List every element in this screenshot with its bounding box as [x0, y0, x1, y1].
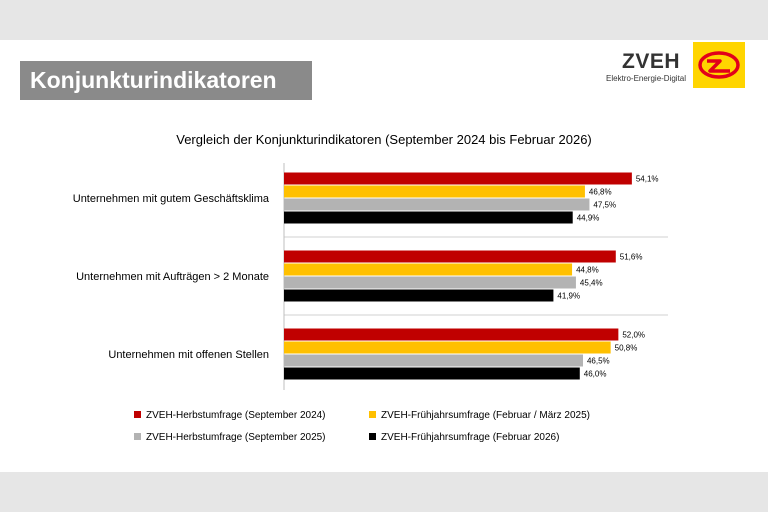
bar — [284, 186, 585, 198]
bar — [284, 264, 572, 276]
bar — [284, 212, 573, 224]
bar — [284, 173, 632, 185]
bar — [284, 251, 616, 263]
legend-label: ZVEH-Frühjahrsumfrage (Februar 2026) — [381, 432, 560, 443]
data-label: 52,0% — [622, 330, 646, 340]
logo-tagline: Elektro-Energie-Digital — [606, 74, 687, 83]
legend-label: ZVEH-Herbstumfrage (September 2024) — [146, 410, 326, 421]
page-title: Konjunkturindikatoren — [30, 67, 277, 93]
category-label: Unternehmen mit gutem Geschäftsklima — [72, 193, 269, 205]
chart-title: Vergleich der Konjunkturindikatoren (September 2024 bis Februar 2026) — [176, 132, 592, 147]
data-label: 41,9% — [557, 291, 581, 301]
data-label: 46,0% — [583, 369, 607, 379]
data-label: 44,9% — [576, 213, 600, 223]
data-label: 51,6% — [619, 252, 643, 262]
data-label: 54,1% — [635, 174, 659, 184]
legend-swatch — [134, 411, 141, 418]
legend-swatch — [134, 433, 141, 440]
data-label: 44,8% — [576, 265, 599, 275]
data-label: 47,5% — [593, 200, 617, 210]
category-label: Unternehmen mit offenen Stellen — [108, 349, 269, 361]
bar — [284, 355, 583, 367]
legend-swatch — [369, 433, 376, 440]
bar — [284, 277, 576, 289]
legend-swatch — [369, 411, 376, 418]
logo-name: ZVEH — [622, 50, 681, 73]
bar — [284, 199, 589, 211]
data-label: 50,8% — [614, 343, 638, 353]
data-label: 45,4% — [579, 278, 603, 288]
bar — [284, 368, 580, 380]
bar — [284, 342, 611, 354]
legend-label: ZVEH-Herbstumfrage (September 2025) — [146, 432, 326, 443]
data-label: 46,8% — [588, 187, 612, 197]
data-label: 46,5% — [586, 356, 610, 366]
category-label: Unternehmen mit Aufträgen > 2 Monate — [76, 271, 269, 283]
bar — [284, 329, 618, 341]
bar — [284, 290, 553, 302]
legend-label: ZVEH-Frühjahrsumfrage (Februar / März 2025) — [381, 410, 590, 421]
